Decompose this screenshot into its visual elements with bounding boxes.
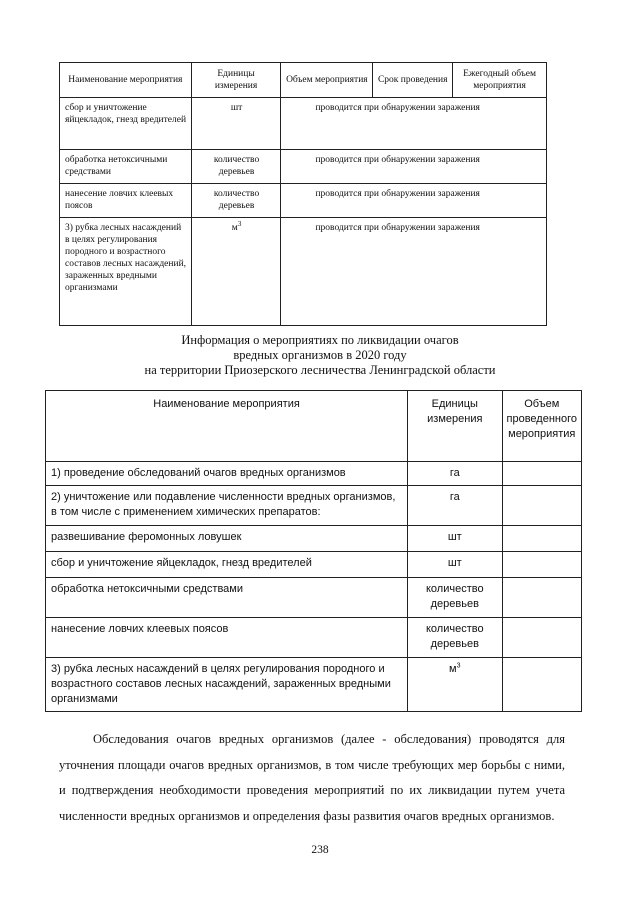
header-cell: Ежегодный объем мероприятия xyxy=(453,63,547,98)
measure-value xyxy=(502,462,582,486)
measure-note: проводится при обнаружении заражения xyxy=(281,218,547,326)
measure-name: нанесение ловчих клеевых поясов xyxy=(60,184,192,218)
table-row xyxy=(46,526,582,552)
measure-value xyxy=(502,552,582,578)
header-cell: Объем мероприятия xyxy=(281,63,373,98)
measure-name: нанесение ловчих клеевых поясов xyxy=(46,618,408,658)
section-heading-line1: Информация о мероприятиях по ликвидации очагов xyxy=(181,333,459,347)
measure-name: 2) уничтожение или подавление численности вредных организмов, в том числе с применением химических препаратов: xyxy=(46,486,408,526)
header-cell: Наименование мероприятия xyxy=(60,63,192,98)
table-row xyxy=(46,486,582,526)
measure-unit: га xyxy=(408,462,502,486)
measure-value xyxy=(502,618,582,658)
section-heading-line3: на территории Приозерского лесничества Ленинградской области xyxy=(144,363,496,377)
measure-value xyxy=(502,578,582,618)
measure-unit xyxy=(191,218,281,326)
page-number: 238 xyxy=(311,844,329,856)
measure-unit: шт xyxy=(408,526,502,552)
unit-text: м xyxy=(231,223,238,233)
measure-value xyxy=(502,486,582,526)
measures-table-continued xyxy=(59,62,547,326)
header-cell: Наименование мероприятия xyxy=(46,391,408,462)
table-row xyxy=(46,618,582,658)
measure-name: обработка нетоксичными средствами xyxy=(46,578,408,618)
measure-name: 3) рубка лесных насаждений в целях регулирования породного и возрастного составов лесных насаждений, зараженных вредными организмами xyxy=(46,658,408,712)
table-row xyxy=(60,98,547,150)
header-cell: Срок проведения xyxy=(373,63,453,98)
measure-unit: количество деревьев xyxy=(408,618,502,658)
table-row xyxy=(46,552,582,578)
measure-unit: га xyxy=(408,486,502,526)
measure-unit: количество деревьев xyxy=(408,578,502,618)
section-heading-line2: вредных организмов в 2020 году xyxy=(233,348,407,362)
measure-note: проводится при обнаружении заражения xyxy=(281,150,547,184)
measure-unit: шт xyxy=(191,98,281,150)
measure-unit: шт xyxy=(408,552,502,578)
measure-name: сбор и уничтожение яйцекладок, гнезд вредителей xyxy=(46,552,408,578)
unit-superscript: 3 xyxy=(237,219,242,228)
unit-text: м xyxy=(449,663,457,675)
table-header-row xyxy=(60,63,547,98)
measure-name: сбор и уничтожение яйцекладок, гнезд вредителей xyxy=(60,98,192,150)
header-cell: Единицы измерения xyxy=(408,391,502,462)
body-paragraph: Обследования очагов вредных организмов (далее - обследования) проводятся для уточнения площади очагов вредных организмов, в том числе требующих мер борьбы с ними, и подтверждения необходимости проведения мероприятий по их ликвидации путем учета численности вредных организмов и определения фазы развития очагов вредных организмов. xyxy=(59,732,565,823)
measure-unit: количество деревьев xyxy=(191,184,281,218)
table-row xyxy=(46,658,582,712)
header-cell: Объем проведенного мероприятия xyxy=(502,391,582,462)
table-header-row xyxy=(46,391,582,462)
measure-name: 3) рубка лесных насаждений в целях регулирования породного и возрастного составов лесных насаждений, зараженных вредными организмами xyxy=(60,218,192,326)
measure-unit xyxy=(408,658,502,712)
measure-value xyxy=(502,526,582,552)
table-row xyxy=(46,578,582,618)
measure-unit: количество деревьев xyxy=(191,150,281,184)
measure-name: развешивание феромонных ловушек xyxy=(46,526,408,552)
measure-note: проводится при обнаружении заражения xyxy=(281,98,547,150)
measure-name: обработка нетоксичными средствами xyxy=(60,150,192,184)
table-row xyxy=(60,184,547,218)
unit-superscript: 3 xyxy=(456,662,461,670)
table-row xyxy=(60,150,547,184)
table-row xyxy=(46,462,582,486)
measures-2020-table xyxy=(45,390,582,712)
table-row xyxy=(60,218,547,326)
measure-value xyxy=(502,658,582,712)
measure-name: 1) проведение обследований очагов вредных организмов xyxy=(46,462,408,486)
header-cell: Единицы измерения xyxy=(191,63,281,98)
measure-note: проводится при обнаружении заражения xyxy=(281,184,547,218)
